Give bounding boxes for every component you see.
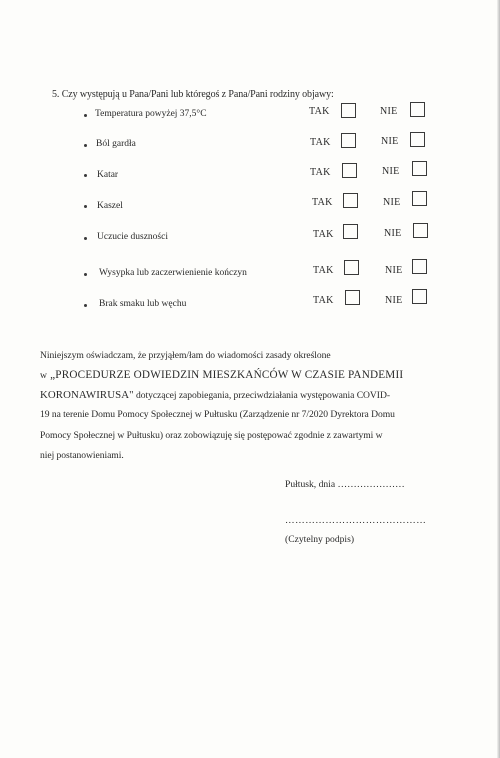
no-label: NIE — [381, 136, 399, 147]
symptom-label: Wysypka lub zaczerwienienie kończyn — [99, 268, 247, 278]
symptom-row — [0, 266, 500, 286]
symptom-label: Katar — [97, 170, 119, 180]
declaration-line: 19 na terenie Domu Pomocy Społecznej w Pułtusku (Zarządzenie nr 7/2020 Dyrektora Domu — [40, 409, 395, 420]
no-label: NIE — [385, 265, 403, 276]
declaration-line: Pomocy Społecznej w Pułtusku) oraz zobowiązuję się postępować zgodnie z zawartymi w — [40, 430, 383, 441]
bullet-icon — [84, 273, 87, 276]
bullet-icon — [84, 304, 87, 307]
bullet-icon — [84, 174, 87, 177]
symptom-row — [0, 297, 500, 317]
no-label: NIE — [385, 295, 403, 306]
bullet-icon — [84, 205, 87, 208]
no-label: NIE — [383, 197, 401, 208]
no-label: NIE — [380, 106, 398, 117]
declaration-line — [40, 389, 390, 401]
signature-line[interactable]: …………………………………… — [285, 515, 427, 526]
yes-checkbox[interactable] — [341, 133, 356, 148]
yes-label: TAK — [312, 197, 333, 208]
yes-checkbox[interactable] — [341, 103, 356, 118]
yes-checkbox[interactable] — [343, 193, 358, 208]
declaration-prefix: w — [40, 370, 48, 381]
bullet-icon — [84, 114, 87, 117]
symptom-label: Brak smaku lub węchu — [99, 299, 187, 309]
no-label: NIE — [382, 166, 400, 177]
yes-label: TAK — [313, 265, 334, 276]
no-checkbox[interactable] — [412, 191, 427, 206]
no-label: NIE — [384, 228, 402, 239]
no-checkbox[interactable] — [410, 102, 425, 117]
yes-label: TAK — [313, 295, 334, 306]
place-date-field[interactable]: Pułtusk, dnia ………………… — [285, 479, 405, 490]
procedure-title: „PROCEDURZE ODWIEDZIN MIESZKAŃCÓW W CZASIE PANDEMII — [50, 369, 404, 381]
symptom-label: Kaszel — [97, 201, 123, 211]
no-checkbox[interactable] — [412, 259, 427, 274]
yes-label: TAK — [310, 167, 331, 178]
symptom-label: Uczucie duszności — [97, 232, 168, 242]
symptom-row — [0, 229, 500, 249]
declaration-line: Niniejszym oświadczam, że przyjąłem/łam do wiadomości zasady określone — [40, 350, 331, 361]
no-checkbox[interactable] — [413, 223, 428, 238]
signature-label: (Czytelny podpis) — [285, 534, 355, 545]
yes-checkbox[interactable] — [345, 290, 360, 305]
declaration-line — [40, 369, 403, 381]
yes-label: TAK — [309, 106, 330, 117]
bullet-icon — [84, 144, 87, 147]
bullet-icon — [84, 237, 87, 240]
yes-label: TAK — [310, 137, 331, 148]
declaration-line: niej postanowieniami. — [40, 450, 124, 461]
symptom-row — [0, 166, 500, 186]
no-checkbox[interactable] — [410, 132, 425, 147]
yes-label: TAK — [313, 229, 334, 240]
no-checkbox[interactable] — [412, 289, 427, 304]
procedure-title-end: KORONAWIRUSA" — [40, 389, 134, 401]
yes-checkbox[interactable] — [344, 260, 359, 275]
declaration-text: dotyczącej zapobiegania, przeciwdziałania występowania COVID- — [133, 390, 390, 401]
symptom-row — [0, 136, 500, 156]
symptom-label: Ból gardła — [96, 139, 136, 149]
yes-checkbox[interactable] — [342, 163, 357, 178]
symptom-row — [0, 106, 500, 126]
no-checkbox[interactable] — [412, 161, 427, 176]
yes-checkbox[interactable] — [343, 224, 358, 239]
symptom-row — [0, 197, 500, 217]
question-5-title: 5. Czy występują u Pana/Pani lub któregoś z Pana/Pani rodziny objawy: — [52, 89, 334, 100]
symptom-label: Temperatura powyżej 37,5°C — [95, 109, 207, 119]
